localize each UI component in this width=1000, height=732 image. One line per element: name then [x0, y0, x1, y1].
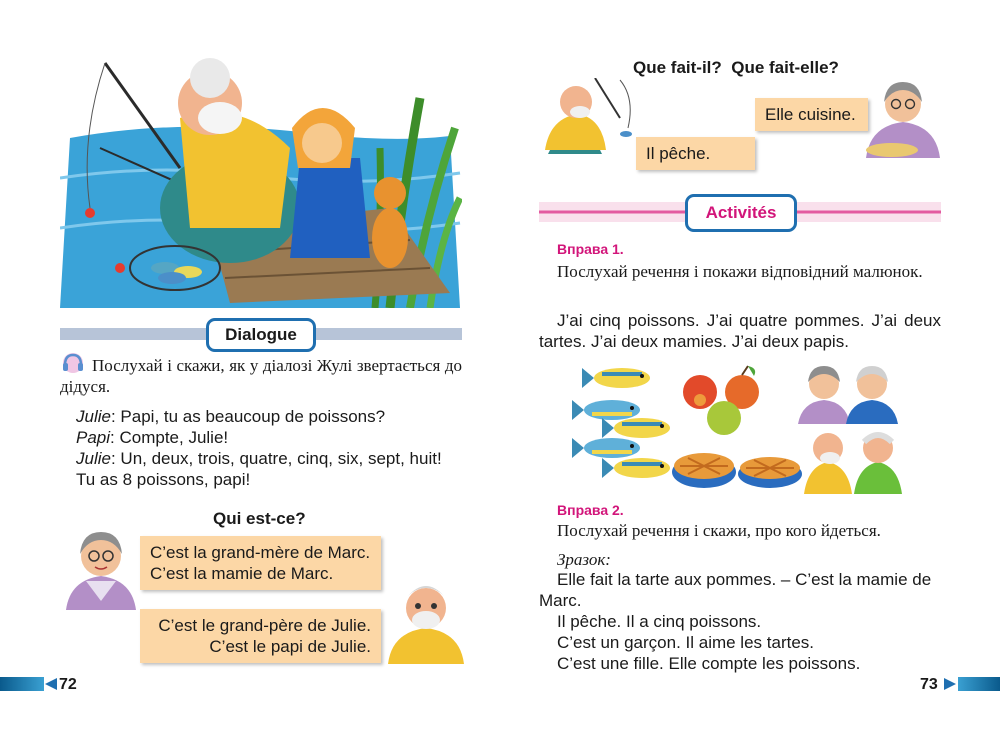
line-text: : Papi, tu as beaucoup de poissons? — [110, 407, 386, 426]
page-strip-left — [0, 677, 44, 691]
qui-est-ce-heading: Qui est-ce? — [213, 509, 306, 528]
grandfather-portrait — [386, 576, 466, 664]
caption-line: C’est la mamie de Marc. — [150, 564, 334, 583]
speaker-name: Julie — [76, 407, 111, 426]
dialogue-line — [76, 448, 471, 469]
dialogue-line — [76, 469, 471, 490]
page-strip-right — [958, 677, 1000, 691]
exercise-line: C’est un garçon. Il aime les tartes. — [557, 633, 815, 652]
caption-line: C’est le papi de Julie. — [209, 637, 371, 656]
fisherman-picture — [540, 78, 640, 154]
grandmothers-group — [798, 366, 898, 424]
page-number-right: 73 — [920, 676, 938, 693]
right-page-heading: Que fait-il? Que fait-elle? — [633, 58, 839, 77]
grandmother-portrait — [62, 526, 140, 610]
cooking-grandmother-picture — [862, 78, 944, 158]
dialogue-lines — [76, 406, 471, 490]
caption-line: C’est le grand-père de Julie. — [158, 616, 371, 635]
activities-heading: Activités — [685, 194, 797, 232]
exercise2-label: Вправа 2. — [557, 502, 624, 518]
example-label: Зразок: — [557, 550, 611, 569]
grandfather-caption — [140, 609, 381, 663]
exercise-line: Il pêche. Il a cinq poissons. — [557, 612, 762, 631]
grandmother-caption — [140, 536, 381, 590]
caption-line: C’est la grand-mère de Marc. — [150, 543, 371, 562]
exercise2-lines — [539, 569, 941, 674]
exercise1-sentences: J’ai cinq poissons. J’ai quatre pommes. J’ai deux tartes. J’ai deux mamies. J’ai deux papis. — [539, 311, 941, 351]
page-number-left: 72 — [59, 676, 77, 693]
exercise2-instruction: Послухай речення і скажи, про кого йдеться. — [557, 521, 881, 540]
exercise1-label: Вправа 1. — [557, 241, 624, 257]
tarts-group — [672, 453, 802, 488]
grandfathers-group — [804, 433, 902, 494]
caption-il-peche: Il pêche. — [636, 137, 755, 170]
dialogue-line — [76, 406, 471, 427]
line-text: : Un, deux, trois, quatre, cinq, six, sept, huit! — [110, 449, 442, 468]
speaker-name: Julie — [76, 449, 111, 468]
dialogue-instruction: Послухай і скажи, як у діалозі Жулі звертається до дідуся. — [60, 356, 462, 396]
arrow-left-icon — [45, 678, 57, 690]
exercise1-instruction: Послухай речення і покажи відповідний малюнок. — [557, 262, 923, 281]
speaker-name: Papi — [76, 428, 111, 447]
arrow-right-icon — [944, 678, 956, 690]
dialogue-heading: Dialogue — [206, 318, 316, 352]
exercise1-illustrations — [572, 362, 912, 494]
exercise-line: C’est une fille. Elle compte les poissons. — [557, 654, 861, 673]
apples-group — [683, 366, 759, 435]
example-line: Elle fait la tarte aux pommes. – C’est la mamie de Marc. — [539, 570, 932, 610]
line-text: Tu as 8 poissons, papi! — [76, 470, 251, 489]
line-text: : Compte, Julie! — [110, 428, 229, 447]
caption-elle-cuisine: Elle cuisine. — [755, 98, 868, 131]
dialogue-line — [76, 427, 471, 448]
fishing-illustration — [60, 58, 462, 308]
fish-group — [572, 368, 670, 478]
